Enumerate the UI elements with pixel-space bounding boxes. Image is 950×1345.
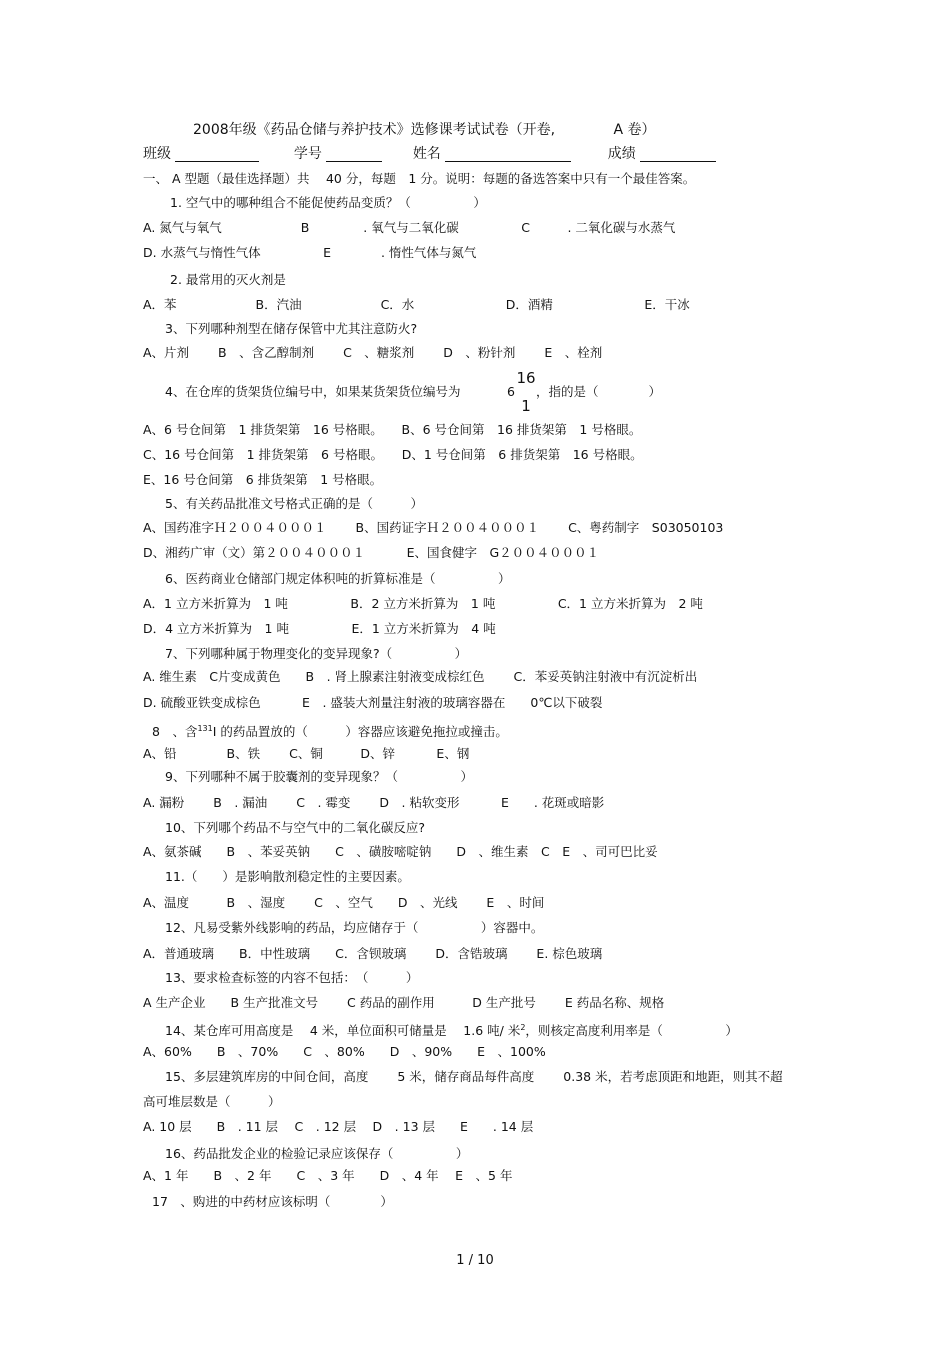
question-13-options: A 生产企业 B 生产批准文号 C 药品的副作用 D 生产批号 E 药品名称、规格 [143,995,665,1010]
question-6-stem: 6、医药商业仓储部门规定体积吨的折算标准是（ ） [165,571,511,586]
exam-title-volume: A 卷） [613,122,656,138]
question-8-number: 8 、含 [152,724,198,740]
question-13-stem: 13、要求检查标签的内容不包括： （ ） [165,970,419,985]
question-4-stem [165,384,460,400]
score-label: 成绩 [607,146,636,162]
question-8-text: I 的药品置放的（ ）容器应该避免拖拉或撞击。 [212,724,508,740]
section-heading: 一、 A 型题（最佳选择题）共 40 分，每题 1 分。说明：每题的备选答案中只有一个最佳答案。 [143,171,696,186]
question-11-stem: 11.（ ）是影响散剂稳定性的主要因素。 [165,869,410,884]
question-9-options: A. 漏粉 B . 漏油 C . 霉变 D . 粘软变形 E . 花斑或暗影 [143,795,605,810]
student-id-blank[interactable] [326,147,382,162]
question-12-options: A．普通玻璃 B．中性玻璃 C．含钡玻璃 D．含锆玻璃 E. 棕色玻璃 [143,946,603,961]
question-16-options: A、1 年 B 、2 年 C 、3 年 D 、4 年 E 、5 年 [143,1168,513,1183]
question-3-stem: 3、下列哪种剂型在储存保管中尤其注意防火? [165,321,418,336]
score-blank[interactable] [640,147,716,162]
student-id-label: 学号 [293,146,322,162]
isotope-superscript: 131 [197,724,213,733]
question-4-options-3: E、16 号仓间第 6 排货架第 1 号格眼。 [143,472,383,487]
question-17-stem: 17 、购进的中药材应该标明（ ） [152,1194,393,1209]
exam-title [193,122,656,138]
question-10-stem: 10、下列哪个药品不与空气中的二氧化碳反应? [165,820,426,835]
question-14-options: A、60% B 、70% C 、80% D 、90% E 、100% [143,1044,546,1059]
question-7-options-1: A. 维生素 C片变成黄色 B . 肾上腺素注射液变成棕红色 C．苯妥英钠注射液中有沉淀析出 [143,669,698,684]
question-8-options: A、铅 B、铁 C、铜 D、锌 E、钢 [143,746,470,761]
shelf-code-top: 16 [516,369,536,387]
square-superscript: 2 [520,1023,526,1032]
question-4-tail: ，指的是（ ） [536,384,662,399]
question-9-stem: 9、下列哪种不属于胶囊剂的变异现象？（ ） [165,769,473,784]
shelf-code-prefix: 6 [507,384,515,399]
question-15-options: A. 10 层 B . 11 层 C . 12 层 D . 13 层 E . 14 层 [143,1119,534,1134]
student-info-row [143,146,716,162]
question-3-options: A、片剂 B 、含乙醇制剂 C 、糖浆剂 D 、粉针剂 E 、栓剂 [143,345,603,360]
question-14-stem [165,1020,738,1039]
question-4-options-1: A、6 号仓间第 1 排货架第 16 号格眼。 B、6 号仓间第 16 排货架第 1 号格眼。 [143,422,642,437]
question-14-tail: ，则核定高度利用率是（ ） [525,1023,738,1039]
question-16-stem: 16、药品批发企业的检验记录应该保存（ ） [165,1146,469,1161]
name-blank[interactable] [445,147,571,162]
question-7-stem: 7、下列哪种属于物理变化的变异现象?（ ） [165,646,468,661]
question-1-stem: 1. 空气中的哪种组合不能促使药品变质？（ ） [170,195,486,210]
question-2-options: A．苯 B．汽油 C．水 D．酒精 E．干冰 [143,297,690,312]
question-5-options-2: D、湘药广审（文）第２００４０００１ E、国食健字 G２００４０００１ [143,545,600,560]
exam-title-main: 2008年级《药品仓储与养护技术》选修课考试试卷（开卷, [193,122,556,138]
question-8-stem [152,721,508,740]
question-1-options-2: D. 水蒸气与惰性气体 E . 惰性气体与氮气 [143,245,477,260]
question-14-text: 14、某仓库可用高度是 4 米，单位面积可储量是 1.6 吨/ 米 [165,1023,521,1039]
question-2-stem: 2. 最常用的灭火剂是 [170,272,286,287]
class-label: 班级 [143,146,171,162]
question-5-options-1: A、国药准字Ｈ２００４０００１ B、国药证字Ｈ２００４０００１ C、粤药制字 S03050103 [143,520,724,535]
question-4-text: 4、在仓库的货架货位编号中，如果某货架货位编号为 [165,384,461,399]
question-6-options-2: D．4 立方米折算为 1 吨 E．1 立方米折算为 4 吨 [143,621,496,636]
question-12-stem: 12、凡易受紫外线影响的药品，均应储存于（ ）容器中。 [165,920,544,935]
page-number: 1 / 10 [456,1253,494,1268]
shelf-code-bottom: 1 [521,397,531,415]
question-6-options-1: A．1 立方米折算为 1 吨 B．2 立方米折算为 1 吨 C．1 立方米折算为 2 吨 [143,596,703,611]
class-blank[interactable] [175,147,259,162]
question-10-options: A、氨茶碱 B 、苯妥英钠 C 、磺胺嘧啶钠 D 、维生素 C E 、司可巴比妥 [143,844,658,859]
name-label: 姓名 [412,146,441,162]
question-15-stem: 15、多层建筑库房的中间仓间，高度 5 米，储存商品每件高度 0.38 米，若考虑顶距和地距，则其不超 [165,1069,783,1084]
question-5-stem: 5、有关药品批准文号格式正确的是（ ） [165,496,423,511]
question-11-options: A、温度 B 、湿度 C 、空气 D 、光线 E 、时间 [143,895,545,910]
question-7-options-2: D. 硫酸亚铁变成棕色 E . 盛装大剂量注射液的玻璃容器在 0℃以下破裂 [143,695,603,710]
question-15-stem-continued: 高可堆层数是（ ） [143,1094,281,1109]
question-1-options-1: A. 氮气与氧气 B . 氧气与二氧化碳 C . 二氧化碳与水蒸气 [143,220,676,235]
question-4-options-2: C、16 号仓间第 1 排货架第 6 号格眼。 D、1 号仓间第 6 排货架第 16 号格眼。 [143,447,643,462]
